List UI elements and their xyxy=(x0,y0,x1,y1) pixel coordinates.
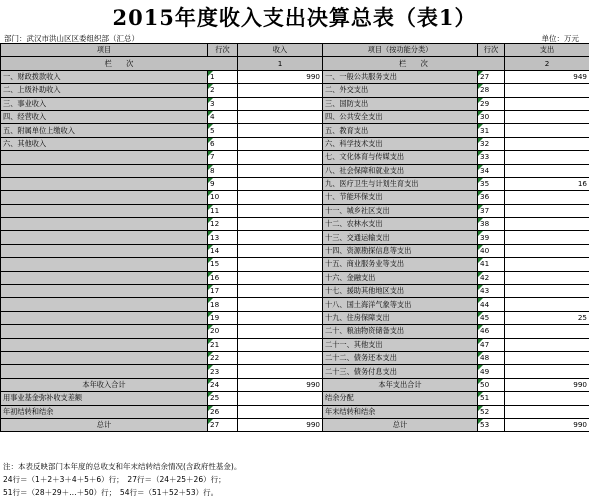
income-item xyxy=(1,338,208,351)
income-item xyxy=(1,151,208,164)
income-amount[interactable] xyxy=(238,311,323,324)
table-row xyxy=(1,258,589,271)
income-row-number: 22 xyxy=(208,351,238,364)
total-income-amount[interactable] xyxy=(238,392,323,405)
expense-row-number: 43 xyxy=(478,285,505,298)
page-title: 2015年度收入支出决算总表（表1） xyxy=(112,5,477,30)
income-item xyxy=(1,204,208,217)
income-amount[interactable] xyxy=(238,164,323,177)
table-row xyxy=(1,97,589,110)
income-amount[interactable] xyxy=(238,351,323,364)
total-expense-item: 年末结转和结余 xyxy=(323,405,478,418)
income-row-number: 9 xyxy=(208,177,238,190)
total-income-row-number: 24 xyxy=(208,378,238,391)
expense-item: 三、国防支出 xyxy=(323,97,478,110)
table-body xyxy=(1,70,589,378)
lanci-row xyxy=(1,57,589,70)
total-row xyxy=(1,418,589,431)
expense-row-number: 30 xyxy=(478,110,505,123)
table-row xyxy=(1,365,589,378)
expense-row-number: 29 xyxy=(478,97,505,110)
income-item xyxy=(1,231,208,244)
table-row xyxy=(1,338,589,351)
expense-amount[interactable] xyxy=(505,351,589,364)
income-row-number: 6 xyxy=(208,137,238,150)
header-left-item: 项目 xyxy=(1,44,208,57)
income-row-number: 19 xyxy=(208,311,238,324)
income-item xyxy=(1,325,208,338)
expense-item: 九、医疗卫生与计划生育支出 xyxy=(323,177,478,190)
income-row-number: 5 xyxy=(208,124,238,137)
income-row-number: 18 xyxy=(208,298,238,311)
expense-amount[interactable] xyxy=(505,258,589,271)
table-row xyxy=(1,124,589,137)
income-item xyxy=(1,311,208,324)
income-row-number: 23 xyxy=(208,365,238,378)
income-item: 三、事业收入 xyxy=(1,97,208,110)
income-row-number: 10 xyxy=(208,191,238,204)
expense-row-number: 36 xyxy=(478,191,505,204)
table-row xyxy=(1,218,589,231)
expense-item: 二十二、债务还本支出 xyxy=(323,351,478,364)
income-item: 六、其他收入 xyxy=(1,137,208,150)
income-item xyxy=(1,177,208,190)
lanci-right-num: 2 xyxy=(505,57,589,70)
income-row-number: 8 xyxy=(208,164,238,177)
total-expense-item: 总计 xyxy=(323,418,478,431)
expense-amount[interactable]: 25 xyxy=(505,311,589,324)
expense-amount[interactable] xyxy=(505,298,589,311)
income-row-number: 20 xyxy=(208,325,238,338)
income-amount[interactable] xyxy=(238,338,323,351)
income-item: 一、财政拨款收入 xyxy=(1,70,208,83)
expense-row-number: 42 xyxy=(478,271,505,284)
table-row xyxy=(1,70,589,83)
expense-item: 十四、资源勘探信息等支出 xyxy=(323,244,478,257)
table-row xyxy=(1,191,589,204)
income-row-number: 4 xyxy=(208,110,238,123)
expense-item: 一、一般公共服务支出 xyxy=(323,70,478,83)
expense-amount[interactable] xyxy=(505,244,589,257)
income-amount[interactable] xyxy=(238,258,323,271)
total-expense-item: 本年支出合计 xyxy=(323,378,478,391)
total-income-item: 本年收入合计 xyxy=(1,378,208,391)
income-row-number: 14 xyxy=(208,244,238,257)
table-row xyxy=(1,325,589,338)
table-row xyxy=(1,285,589,298)
income-item xyxy=(1,164,208,177)
income-row-number: 11 xyxy=(208,204,238,217)
income-row-number: 12 xyxy=(208,218,238,231)
expense-row-number: 32 xyxy=(478,137,505,150)
expense-amount[interactable] xyxy=(505,338,589,351)
expense-row-number: 35 xyxy=(478,177,505,190)
table-totals xyxy=(1,378,589,432)
expense-item: 五、教育支出 xyxy=(323,124,478,137)
income-item xyxy=(1,271,208,284)
expense-row-number: 49 xyxy=(478,365,505,378)
income-amount[interactable]: 990 xyxy=(238,70,323,83)
expense-row-number: 40 xyxy=(478,244,505,257)
income-item xyxy=(1,218,208,231)
table-row xyxy=(1,177,589,190)
table-row xyxy=(1,110,589,123)
income-row-number: 3 xyxy=(208,97,238,110)
expense-row-number: 41 xyxy=(478,258,505,271)
expense-amount[interactable]: 949 xyxy=(505,70,589,83)
total-income-row-number: 26 xyxy=(208,405,238,418)
expense-item: 十、节能环保支出 xyxy=(323,191,478,204)
table-row xyxy=(1,204,589,217)
expense-amount[interactable] xyxy=(505,124,589,137)
total-expense-row-number: 50 xyxy=(478,378,505,391)
note-line: 注：本表反映部门本年度的总收支和年末结转结余情况(含政府性基金)。 xyxy=(3,462,242,471)
total-income-amount[interactable] xyxy=(238,405,323,418)
total-income-item: 用事业基金弥补收支差额 xyxy=(1,392,208,405)
header-expense: 支出 xyxy=(505,44,589,57)
expense-item: 十八、国土海洋气象等支出 xyxy=(323,298,478,311)
note-line: 24行＝（1＋2＋3＋4＋5＋6）行； 27行＝（24＋25＋26）行； xyxy=(3,475,226,484)
income-amount[interactable] xyxy=(238,151,323,164)
total-row xyxy=(1,405,589,418)
income-item xyxy=(1,365,208,378)
income-amount[interactable] xyxy=(238,177,323,190)
income-row-number: 7 xyxy=(208,151,238,164)
income-item xyxy=(1,298,208,311)
table-row xyxy=(1,164,589,177)
expense-amount[interactable] xyxy=(505,325,589,338)
header-right-row: 行次 xyxy=(478,44,505,57)
expense-amount[interactable]: 16 xyxy=(505,177,589,190)
lanci-right-label: 栏 次 xyxy=(323,57,505,70)
income-item: 五、附属单位上缴收入 xyxy=(1,124,208,137)
total-expense-amount[interactable] xyxy=(505,392,589,405)
table-row xyxy=(1,298,589,311)
income-row-number: 21 xyxy=(208,338,238,351)
total-income-row-number: 25 xyxy=(208,392,238,405)
expense-item: 七、文化体育与传媒支出 xyxy=(323,151,478,164)
income-amount[interactable] xyxy=(238,137,323,150)
total-expense-amount[interactable]: 990 xyxy=(505,418,589,431)
expense-amount[interactable] xyxy=(505,110,589,123)
income-amount[interactable] xyxy=(238,231,323,244)
notes xyxy=(3,460,241,499)
expense-amount[interactable] xyxy=(505,84,589,97)
income-amount[interactable] xyxy=(238,110,323,123)
expense-item: 六、科学技术支出 xyxy=(323,137,478,150)
income-item xyxy=(1,244,208,257)
expense-item: 十五、商业服务业等支出 xyxy=(323,258,478,271)
expense-row-number: 27 xyxy=(478,70,505,83)
income-amount[interactable] xyxy=(238,285,323,298)
expense-amount[interactable] xyxy=(505,164,589,177)
total-expense-amount[interactable]: 990 xyxy=(505,378,589,391)
expense-row-number: 37 xyxy=(478,204,505,217)
income-amount[interactable] xyxy=(238,124,323,137)
income-item xyxy=(1,285,208,298)
income-item: 二、上级补助收入 xyxy=(1,84,208,97)
income-amount[interactable] xyxy=(238,191,323,204)
income-item: 四、经营收入 xyxy=(1,110,208,123)
expense-item: 八、社会保障和就业支出 xyxy=(323,164,478,177)
income-row-number: 16 xyxy=(208,271,238,284)
income-amount[interactable] xyxy=(238,365,323,378)
total-income-amount[interactable]: 990 xyxy=(238,378,323,391)
expense-amount[interactable] xyxy=(505,191,589,204)
expense-item: 十七、援助其他地区支出 xyxy=(323,285,478,298)
expense-amount[interactable] xyxy=(505,285,589,298)
expense-row-number: 47 xyxy=(478,338,505,351)
expense-row-number: 46 xyxy=(478,325,505,338)
expense-item: 十二、农林水支出 xyxy=(323,218,478,231)
expense-row-number: 45 xyxy=(478,311,505,324)
table-row xyxy=(1,151,589,164)
expense-amount[interactable] xyxy=(505,231,589,244)
department-label: 部门：武汉市洪山区区委组织部（汇总） xyxy=(4,34,139,43)
income-amount[interactable] xyxy=(238,97,323,110)
expense-item: 二十一、其他支出 xyxy=(323,338,478,351)
expense-item: 二十、粮油物资储备支出 xyxy=(323,325,478,338)
expense-row-number: 38 xyxy=(478,218,505,231)
expense-amount[interactable] xyxy=(505,204,589,217)
note-line: 51行＝（28＋29＋…＋50）行； 54行＝（51＋52＋53）行。 xyxy=(3,488,219,497)
income-amount[interactable] xyxy=(238,204,323,217)
header-left-row: 行次 xyxy=(208,44,238,57)
table-row xyxy=(1,137,589,150)
expense-row-number: 33 xyxy=(478,151,505,164)
table-row xyxy=(1,231,589,244)
total-income-row-number: 27 xyxy=(208,418,238,431)
income-row-number: 2 xyxy=(208,84,238,97)
total-income-item: 年初结转和结余 xyxy=(1,405,208,418)
total-expense-item: 结余分配 xyxy=(323,392,478,405)
total-expense-row-number: 52 xyxy=(478,405,505,418)
table-row xyxy=(1,244,589,257)
table-row xyxy=(1,84,589,97)
total-expense-row-number: 53 xyxy=(478,418,505,431)
income-item xyxy=(1,191,208,204)
table-row xyxy=(1,351,589,364)
expense-row-number: 44 xyxy=(478,298,505,311)
income-item xyxy=(1,351,208,364)
unit-label: 单位：万元 xyxy=(541,34,579,43)
total-row xyxy=(1,392,589,405)
income-row-number: 15 xyxy=(208,258,238,271)
income-amount[interactable] xyxy=(238,271,323,284)
income-amount[interactable] xyxy=(238,298,323,311)
header-row xyxy=(1,44,589,57)
expense-amount[interactable] xyxy=(505,151,589,164)
table-row xyxy=(1,271,589,284)
income-amount[interactable] xyxy=(238,325,323,338)
expense-row-number: 48 xyxy=(478,351,505,364)
total-income-amount[interactable]: 990 xyxy=(238,418,323,431)
expense-amount[interactable] xyxy=(505,218,589,231)
expense-item: 十六、金融支出 xyxy=(323,271,478,284)
total-income-item: 总计 xyxy=(1,418,208,431)
income-row-number: 1 xyxy=(208,70,238,83)
header-income: 收入 xyxy=(238,44,323,57)
lanci-left-num: 1 xyxy=(238,57,323,70)
expense-amount[interactable] xyxy=(505,137,589,150)
income-amount[interactable] xyxy=(238,84,323,97)
expense-row-number: 39 xyxy=(478,231,505,244)
expense-amount[interactable] xyxy=(505,365,589,378)
expense-item: 十九、住房保障支出 xyxy=(323,311,478,324)
expense-item: 十三、交通运输支出 xyxy=(323,231,478,244)
expense-row-number: 28 xyxy=(478,84,505,97)
total-expense-amount[interactable] xyxy=(505,405,589,418)
expense-row-number: 31 xyxy=(478,124,505,137)
header-right-item: 项目（按功能分类） xyxy=(323,44,478,57)
expense-amount[interactable] xyxy=(505,97,589,110)
income-row-number: 13 xyxy=(208,231,238,244)
expense-item: 二十三、债务付息支出 xyxy=(323,365,478,378)
total-expense-row-number: 51 xyxy=(478,392,505,405)
income-item xyxy=(1,258,208,271)
table-row xyxy=(1,311,589,324)
income-amount[interactable] xyxy=(238,218,323,231)
expense-item: 二、外交支出 xyxy=(323,84,478,97)
expense-amount[interactable] xyxy=(505,271,589,284)
budget-table xyxy=(0,43,589,432)
income-amount[interactable] xyxy=(238,244,323,257)
total-row xyxy=(1,378,589,391)
expense-item: 四、公共安全支出 xyxy=(323,110,478,123)
income-row-number: 17 xyxy=(208,285,238,298)
expense-row-number: 34 xyxy=(478,164,505,177)
expense-item: 十一、城乡社区支出 xyxy=(323,204,478,217)
lanci-left-label: 栏 次 xyxy=(1,57,238,70)
